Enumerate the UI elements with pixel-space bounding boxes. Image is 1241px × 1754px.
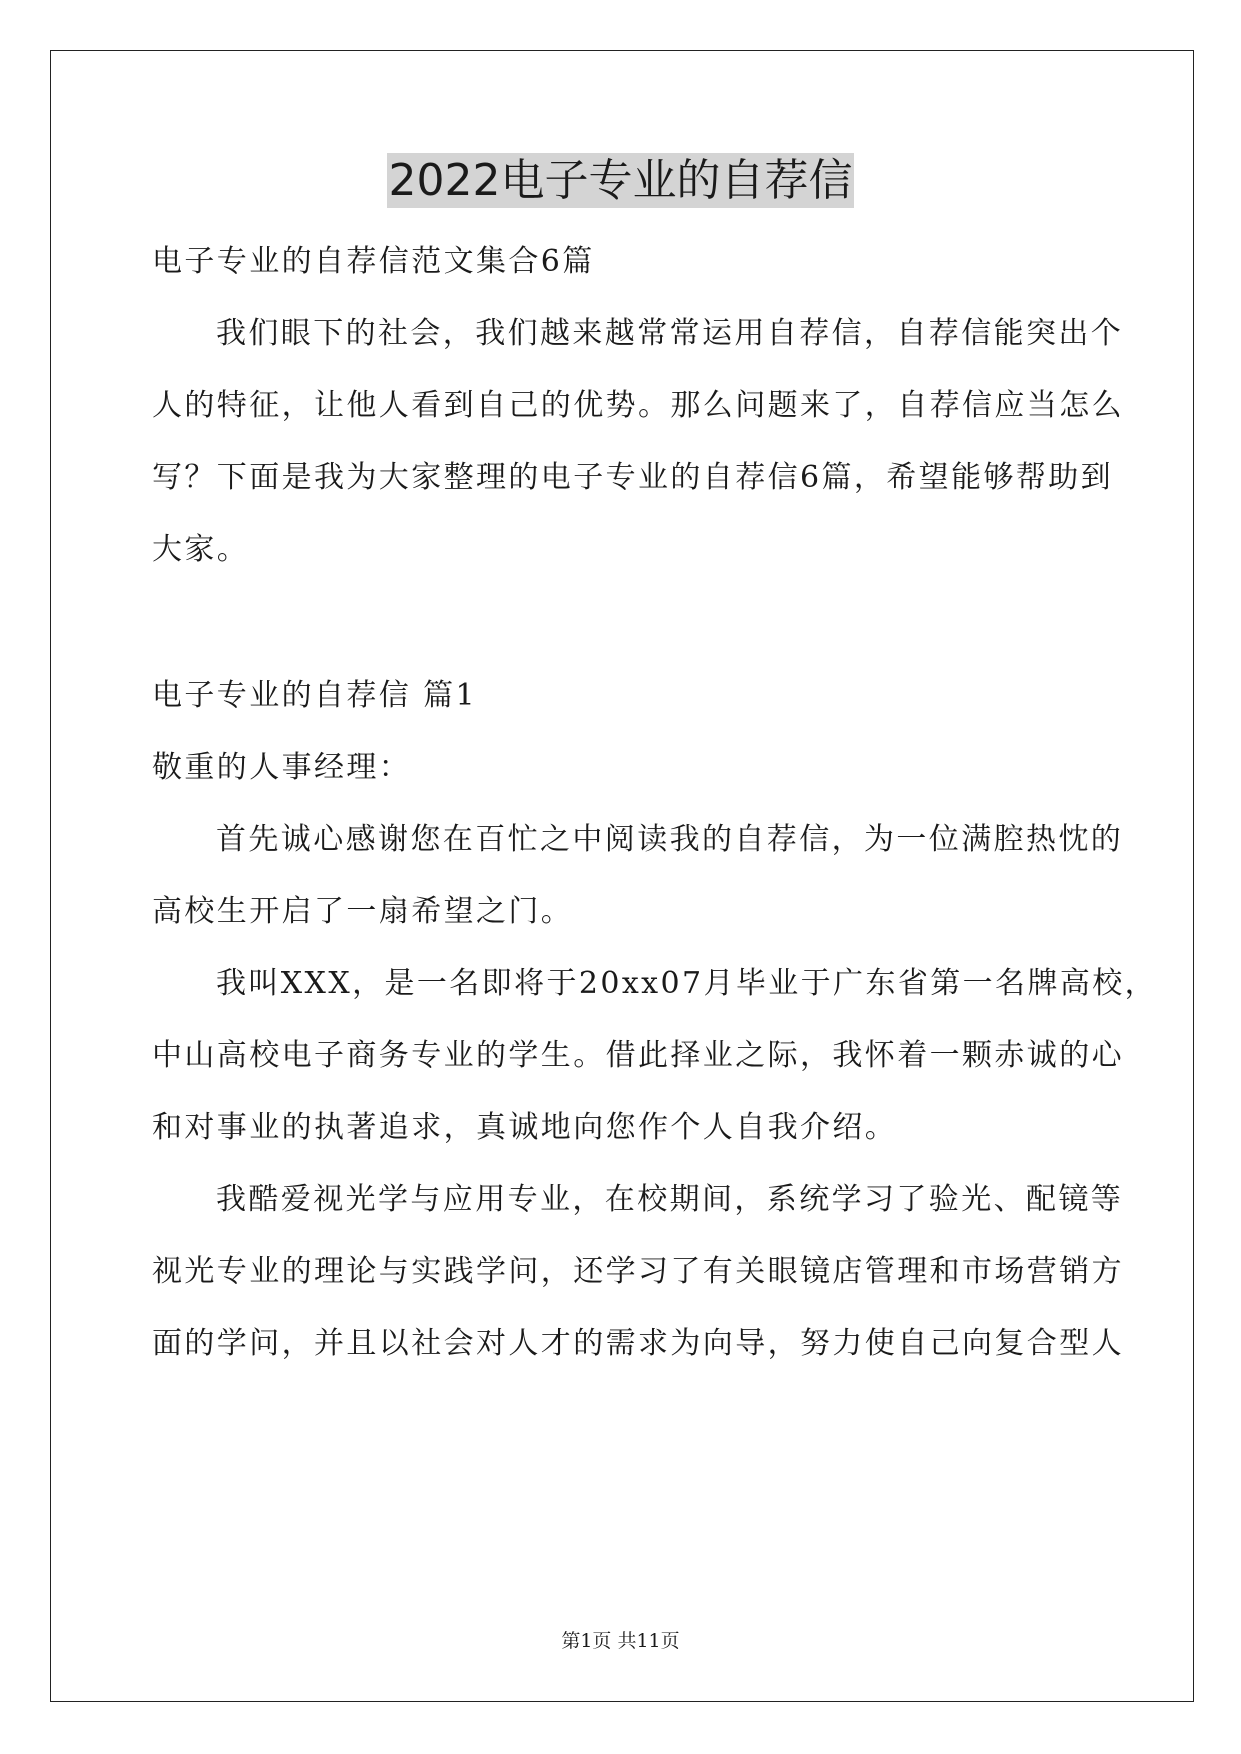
para3-line-2: 视光专业的理论与实践学问，还学习了有关眼镜店管理和市场营销方 [152, 1254, 1124, 1289]
page-number: 第1页 共11页 [561, 1630, 680, 1652]
para1-line-1: 首先诚心感谢您在百忙之中阅读我的自荐信，为一位满腔热忱的 [216, 822, 1124, 857]
intro-line-4: 大家。 [152, 532, 250, 567]
para3-line-1: 我酷爱视光学与应用专业，在校期间，系统学习了验光、配镜等 [216, 1182, 1124, 1217]
document-title-text: 2022电子专业的自荐信 [388, 155, 853, 206]
document-title [0, 152, 1241, 210]
para1-line-2: 高校生开启了一扇希望之门。 [152, 894, 574, 929]
page-border [50, 50, 1194, 1702]
intro-line-3: 写？下面是我为大家整理的电子专业的自荐信6篇，希望能够帮助到 [152, 460, 1114, 495]
para2-line-3: 和对事业的执著追求，真诚地向您作个人自我介绍。 [152, 1110, 898, 1145]
para2-line-2: 中山高校电子商务专业的学生。借此择业之际，我怀着一颗赤诚的心 [152, 1038, 1124, 1073]
intro-line-2: 人的特征，让他人看到自己的优势。那么问题来了，自荐信应当怎么 [152, 388, 1124, 423]
para2-line-1: 我叫XXX，是一名即将于20xx07月毕业于广东省第一名牌高校， [216, 966, 1158, 1001]
document-subtitle: 电子专业的自荐信范文集合6篇 [152, 244, 595, 279]
section-heading: 电子专业的自荐信 篇1 [152, 678, 478, 713]
para3-line-3: 面的学问，并且以社会对人才的需求为向导，努力使自己向复合型人 [152, 1326, 1124, 1361]
intro-line-1: 我们眼下的社会，我们越来越常常运用自荐信，自荐信能突出个 [216, 316, 1124, 351]
salutation: 敬重的人事经理： [152, 750, 412, 785]
